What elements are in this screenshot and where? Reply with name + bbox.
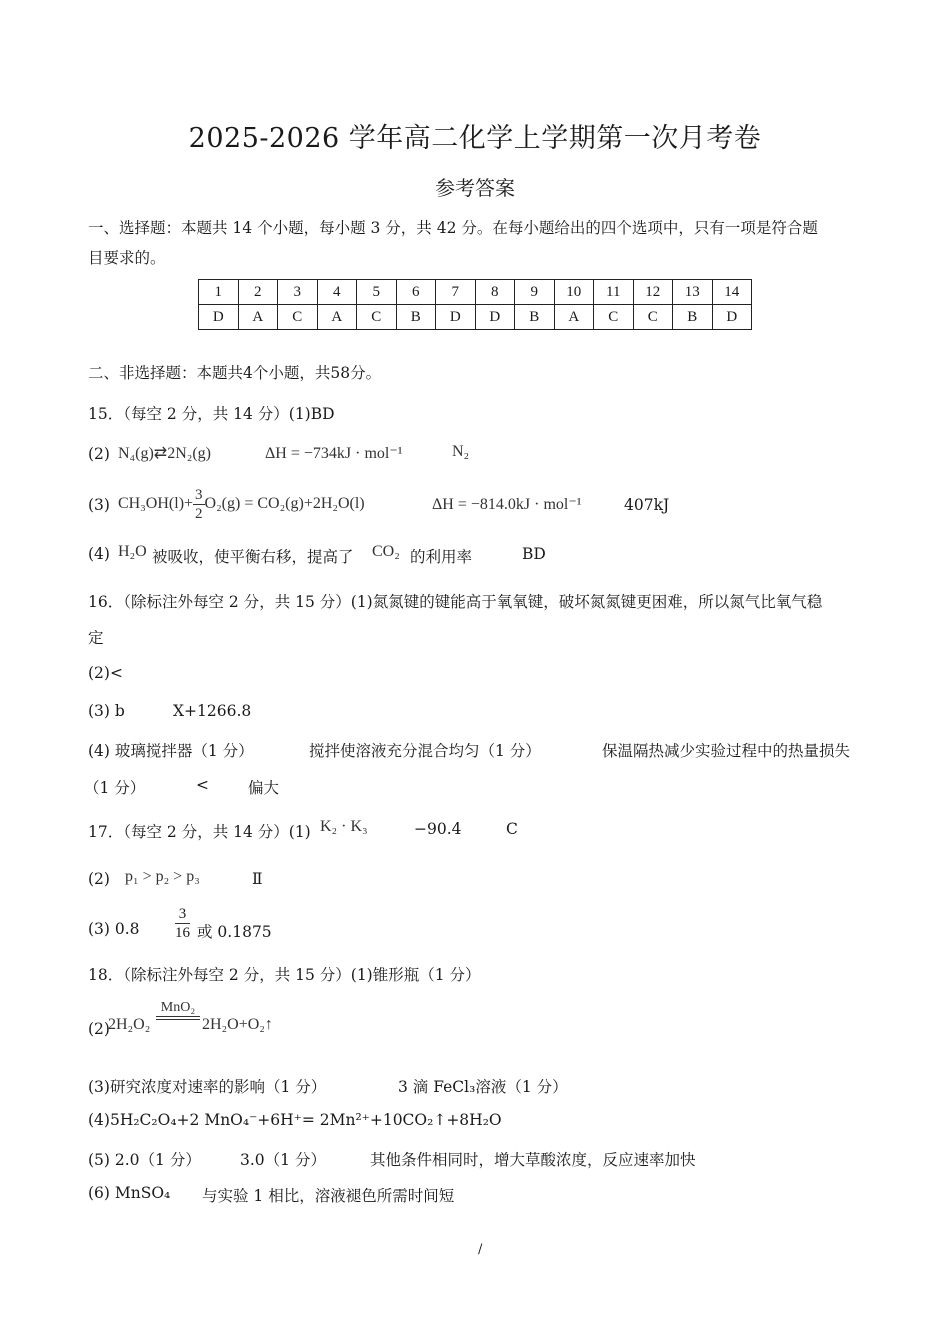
q15-p3-equation xyxy=(118,484,365,524)
q17-p3-text: 或 0.1875 xyxy=(197,923,272,941)
table-cell: A xyxy=(238,305,278,330)
q15-p4-text1: 被吸收，使平衡右移，提高了 xyxy=(152,548,354,566)
q15-p2-answer: N₂ xyxy=(452,443,470,460)
q15-p3-eq-left: CH₃OH(l)+ xyxy=(118,495,194,512)
q18-p2-label: (2) xyxy=(88,1020,110,1038)
q18-p4: (4)5H₂C₂O₄+2 MnO₄⁻+6H⁺= 2Mn²⁺+10CO₂↑+8H₂O xyxy=(88,1111,502,1129)
q16-p2: (2)< xyxy=(88,664,123,682)
table-cell: 5 xyxy=(357,280,397,305)
q18-p3-b: 3 滴 FeCl₃溶液（1 分） xyxy=(398,1078,568,1096)
q18-p5-c: 其他条件相同时，增大草酸浓度，反应速率加快 xyxy=(370,1151,696,1169)
q15-p3-answer: 407kJ xyxy=(624,496,670,514)
q16-p3-label: (3) b xyxy=(88,702,125,720)
q18-p5-a: (5) 2.0（1 分） xyxy=(88,1151,201,1169)
q17-p2-answer: Ⅱ xyxy=(252,870,263,888)
q17-p3-label: (3) 0.8 xyxy=(88,920,140,938)
table-cell: D xyxy=(199,305,239,330)
table-cell: C xyxy=(278,305,318,330)
q18-p2-catalyst: MnO₂ xyxy=(160,1000,196,1015)
q15-heading: 15．（每空 2 分，共 14 分）(1)BD xyxy=(88,405,335,423)
page-subtitle: 参考答案 xyxy=(435,176,515,200)
table-cell: C xyxy=(357,305,397,330)
q17-heading: 17．（每空 2 分，共 14 分）(1) xyxy=(88,823,311,841)
q18-p5-b: 3.0（1 分） xyxy=(240,1151,326,1169)
q15-p4-label: (4) xyxy=(88,545,110,563)
fraction-denominator: 16 xyxy=(175,925,190,941)
table-cell: A xyxy=(554,305,594,330)
table-cell: B xyxy=(673,305,713,330)
q16-heading: 16．（除标注外每空 2 分，共 15 分）(1)氮氮键的键能高于氧氧键，破坏氮氮键更困难，所以氮气比氧气稳 xyxy=(88,593,823,611)
table-cell: 10 xyxy=(554,280,594,305)
q15-p4-answer: BD xyxy=(522,545,546,563)
q16-p4-c: 保温隔热减少实验过程中的热量损失 xyxy=(602,742,851,760)
fraction-numerator: 3 xyxy=(195,486,203,503)
table-cell: 6 xyxy=(396,280,436,305)
fraction-denominator: 2 xyxy=(195,505,203,522)
q17-p1-value: −90.4 xyxy=(414,820,462,838)
q15-p4-co2: CO₂ xyxy=(372,543,400,560)
table-cell: C xyxy=(594,305,634,330)
table-cell: 2 xyxy=(238,280,278,305)
q15-p2-label: (2) xyxy=(88,445,110,463)
q16-p4-a: (4) 玻璃搅拌器（1 分） xyxy=(88,742,254,760)
answer-table-numbers-row xyxy=(199,280,752,305)
q18-p2-condition-arrow xyxy=(156,1000,200,1020)
table-cell: D xyxy=(475,305,515,330)
q16-p4-e: < xyxy=(196,776,209,794)
table-cell: 8 xyxy=(475,280,515,305)
q15-p3-enthalpy: ΔH = −814.0kJ · mol⁻¹ xyxy=(432,496,582,513)
table-cell: 9 xyxy=(515,280,555,305)
table-cell: D xyxy=(436,305,476,330)
q16-p4-d: （1 分） xyxy=(84,779,146,797)
q18-p3-a: (3)研究浓度对速率的影响（1 分） xyxy=(88,1078,327,1096)
q16-p4-f: 偏大 xyxy=(248,779,280,797)
q16-p4-b: 搅拌使溶液充分混合均匀（1 分） xyxy=(309,742,541,760)
table-cell: 11 xyxy=(594,280,634,305)
q17-p2-label: (2) xyxy=(88,870,110,888)
q15-p3-fraction xyxy=(193,486,205,523)
section1-line2: 目要求的。 xyxy=(88,249,166,267)
answer-table xyxy=(198,279,752,330)
q18-p2-right: 2H₂O+O₂↑ xyxy=(202,1016,273,1033)
table-cell: 4 xyxy=(317,280,357,305)
q17-p1-answer: C xyxy=(506,820,518,838)
page-title: 2025-2026 学年高二化学上学期第一次月考卷 xyxy=(188,123,762,154)
q17-p1-k: K₂ · K₃ xyxy=(320,818,368,835)
q18-p6-a: (6) MnSO₄ xyxy=(88,1184,171,1202)
table-cell: 13 xyxy=(673,280,713,305)
table-cell: C xyxy=(633,305,673,330)
equals-sign-icon xyxy=(156,1016,200,1020)
q15-p2-enthalpy: ΔH = −734kJ · mol⁻¹ xyxy=(265,445,403,462)
table-cell: D xyxy=(712,305,752,330)
section1-line1: 一、选择题：本题共 14 个小题，每小题 3 分，共 42 分。在每小题给出的四个选项中，只有一项是符合题 xyxy=(88,219,818,237)
table-cell: B xyxy=(396,305,436,330)
q15-p3-eq-right: O₂(g) = CO₂(g)+2H₂O(l) xyxy=(204,495,365,512)
q18-p6-b: 与实验 1 相比，溶液褪色所需时间短 xyxy=(202,1187,455,1205)
q18-heading: 18．（除标注外每空 2 分，共 15 分）(1)锥形瓶（1 分） xyxy=(88,966,481,984)
table-cell: 12 xyxy=(633,280,673,305)
table-cell: 14 xyxy=(712,280,752,305)
page-footer: / xyxy=(478,1242,483,1257)
q15-p3-label: (3) xyxy=(88,496,110,514)
table-cell: A xyxy=(317,305,357,330)
q16-heading-cont: 定 xyxy=(88,629,104,647)
answer-table-answers-row xyxy=(199,305,752,330)
table-cell: 7 xyxy=(436,280,476,305)
fraction-numerator: 3 xyxy=(175,905,190,924)
section2-heading: 二、非选择题：本题共4个小题，共58分。 xyxy=(88,364,382,382)
q15-p4-text2: 的利用率 xyxy=(410,548,473,566)
table-cell: 1 xyxy=(199,280,239,305)
q16-p3-answer: X+1266.8 xyxy=(173,702,252,720)
q15-p2-equation: N₄(g)⇄2N₂(g) xyxy=(118,445,211,462)
q15-p4-h2o: H₂O xyxy=(118,543,147,560)
table-cell: 3 xyxy=(278,280,318,305)
table-cell: B xyxy=(515,305,555,330)
q17-p2-equation: p₁ > p₂ > p₃ xyxy=(125,868,200,885)
q17-p3-fraction xyxy=(175,905,190,942)
q18-p2-left: 2H₂O₂ xyxy=(108,1016,151,1033)
